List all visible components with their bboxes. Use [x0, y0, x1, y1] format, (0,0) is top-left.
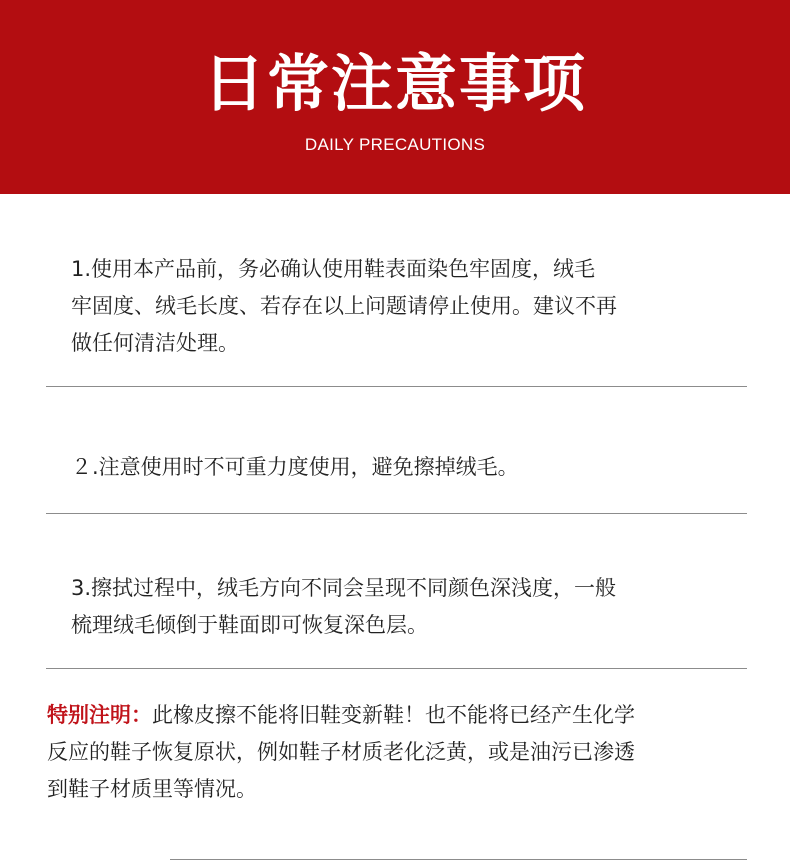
section-divider	[46, 513, 747, 514]
precaution-note-2	[71, 449, 751, 486]
note-1-line-2: 牢固度、绒毛长度、若存在以上问题请停止使用。建议不再	[71, 294, 617, 318]
special-note-label: 特别注明：	[47, 703, 152, 727]
section-divider	[46, 668, 747, 669]
precaution-note-1	[71, 251, 751, 362]
special-note	[47, 697, 767, 808]
section-divider	[46, 386, 747, 387]
page-subtitle: DAILY PRECAUTIONS	[304, 135, 486, 154]
special-note-line-1: 此橡皮擦不能将旧鞋变新鞋！也不能将已经产生化学	[152, 703, 635, 727]
note-3-line-2: 梳理绒毛倾倒于鞋面即可恢复深色层。	[71, 613, 428, 637]
note-1-line-3: 做任何清洁处理。	[71, 331, 239, 355]
note-3-line-1: 3.擦拭过程中，绒毛方向不同会呈现不同颜色深浅度，一般	[71, 576, 617, 600]
special-note-line-2: 反应的鞋子恢复原状，例如鞋子材质老化泛黄，或是油污已渗透	[47, 740, 635, 764]
bottom-divider	[170, 859, 747, 860]
note-1-line-1: 1.使用本产品前，务必确认使用鞋表面染色牢固度，绒毛	[71, 257, 596, 281]
note-2-line-1: ２.注意使用时不可重力度使用，避免擦掉绒毛。	[71, 455, 519, 479]
header-banner	[0, 0, 790, 194]
precaution-note-3	[71, 570, 751, 644]
special-note-line-3: 到鞋子材质里等情况。	[47, 777, 257, 801]
page-title: 日常注意事项	[202, 47, 587, 120]
